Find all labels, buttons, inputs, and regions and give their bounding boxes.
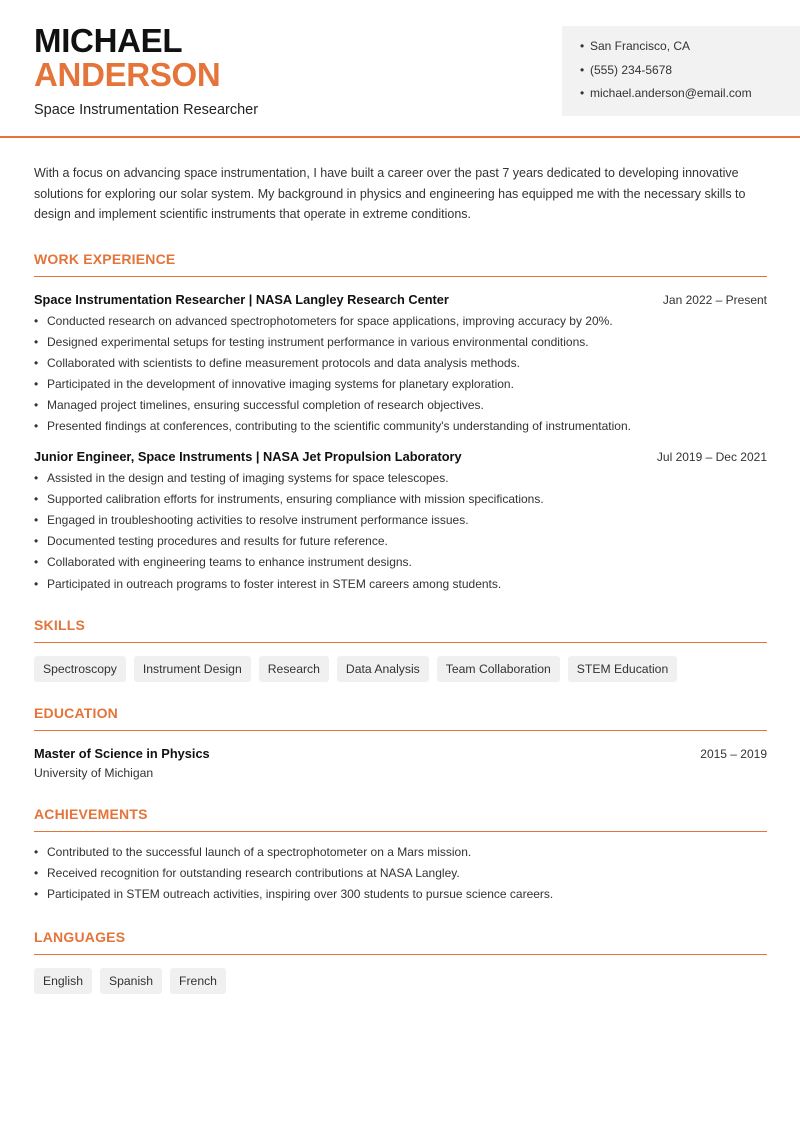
- list-item: • Received recognition for outstanding research contributions at NASA Langley.: [34, 865, 460, 880]
- list-item: • Presented findings at conferences, contributing to the scientific community's understanding of instrumentation.: [34, 419, 631, 434]
- phone-text: (555) 234-5678: [590, 62, 673, 77]
- contact-phone: [580, 63, 800, 87]
- list-item: • Participated in the development of innovative imaging systems for planetary exploration.: [34, 377, 514, 392]
- skills-tags: [34, 656, 767, 682]
- skill-tag: STEM Education: [568, 656, 677, 682]
- name-block: [34, 24, 258, 118]
- job-role: Space Instrumentation Researcher: [34, 102, 259, 118]
- header-divider: [0, 136, 800, 138]
- job-entry: [34, 449, 767, 598]
- list-item: • Designed experimental setups for testing instrument performance in various environmental conditions.: [34, 334, 589, 349]
- section-title-achievements: ACHIEVEMENTS: [34, 806, 767, 832]
- degree-title: Master of Science in Physics: [34, 745, 210, 761]
- education-date: 2015 – 2019: [700, 746, 767, 761]
- skill-tag: Instrument Design: [134, 656, 251, 682]
- list-item: • Engaged in troubleshooting activities to resolve instrument performance issues.: [34, 513, 469, 527]
- education-entry: [34, 746, 767, 761]
- last-name: ANDERSON: [34, 56, 221, 93]
- list-item: • Participated in STEM outreach activities, inspiring over 300 students to pursue science careers.: [34, 887, 554, 902]
- location-text: San Francisco, CA: [590, 39, 691, 53]
- job-entry: [34, 292, 767, 441]
- list-item: • Collaborated with engineering teams to enhance instrument designs.: [34, 555, 412, 570]
- skill-tag: Team Collaboration: [437, 656, 560, 682]
- job-title: Space Instrumentation Researcher | NASA Langley Research Center: [34, 291, 449, 307]
- language-tags: [34, 968, 767, 994]
- job-date: Jul 2019 – Dec 2021: [656, 449, 767, 464]
- job-title: Junior Engineer, Space Instruments | NASA Jet Propulsion Laboratory: [34, 448, 462, 464]
- email-link[interactable]: michael.anderson@email.com: [590, 86, 752, 100]
- list-item: • Collaborated with scientists to define measurement protocols and data analysis methods.: [34, 355, 520, 370]
- bullet-icon: •: [580, 39, 585, 53]
- contact-email[interactable]: [580, 86, 800, 110]
- resume-body: [34, 163, 767, 994]
- language-tag: English: [34, 968, 92, 994]
- list-item: • Documented testing procedures and results for future reference.: [34, 534, 388, 549]
- bullet-icon: •: [580, 86, 585, 100]
- job-date: Jan 2022 – Present: [662, 292, 767, 307]
- section-title-work: WORK EXPERIENCE: [34, 251, 767, 277]
- list-item: • Participated in outreach programs to foster interest in STEM careers among students.: [34, 576, 502, 591]
- contact-box: [562, 26, 800, 116]
- resume-header: [0, 0, 800, 138]
- list-item: • Conducted research on advanced spectrophotometers for space applications, improving accuracy by 20%.: [34, 313, 613, 328]
- school-name: University of Michigan: [34, 765, 154, 780]
- list-item: • Supported calibration efforts for instruments, ensuring compliance with mission specifications.: [34, 491, 544, 506]
- skill-tag: Data Analysis: [337, 656, 429, 682]
- first-name: MICHAEL: [34, 22, 183, 59]
- job-bullets: [34, 314, 767, 441]
- summary-text: With a focus on advancing space instrumentation, I have built a career over the past 7 years dedicated to developing innovative solutions for exploring our solar system. My background in physics and engineering has equipped me with the necessary skills to design and implement scientific instruments that operate in extreme conditions.: [34, 166, 746, 221]
- language-tag: Spanish: [100, 968, 162, 994]
- section-title-languages: LANGUAGES: [34, 929, 767, 955]
- list-item: • Assisted in the design and testing of imaging systems for space telescopes.: [34, 470, 449, 485]
- achievements-list: [34, 845, 767, 909]
- skill-tag: Research: [259, 656, 329, 682]
- language-tag: French: [170, 968, 226, 994]
- section-title-education: EDUCATION: [34, 705, 767, 731]
- section-title-skills: SKILLS: [34, 617, 767, 643]
- list-item: • Contributed to the successful launch of a spectrophotometer on a Mars mission.: [34, 844, 472, 859]
- bullet-icon: •: [580, 62, 585, 77]
- list-item: • Managed project timelines, ensuring successful completion of research objectives.: [34, 398, 484, 413]
- job-bullets: [34, 471, 767, 598]
- skill-tag: Spectroscopy: [34, 656, 126, 682]
- contact-location: [580, 39, 800, 63]
